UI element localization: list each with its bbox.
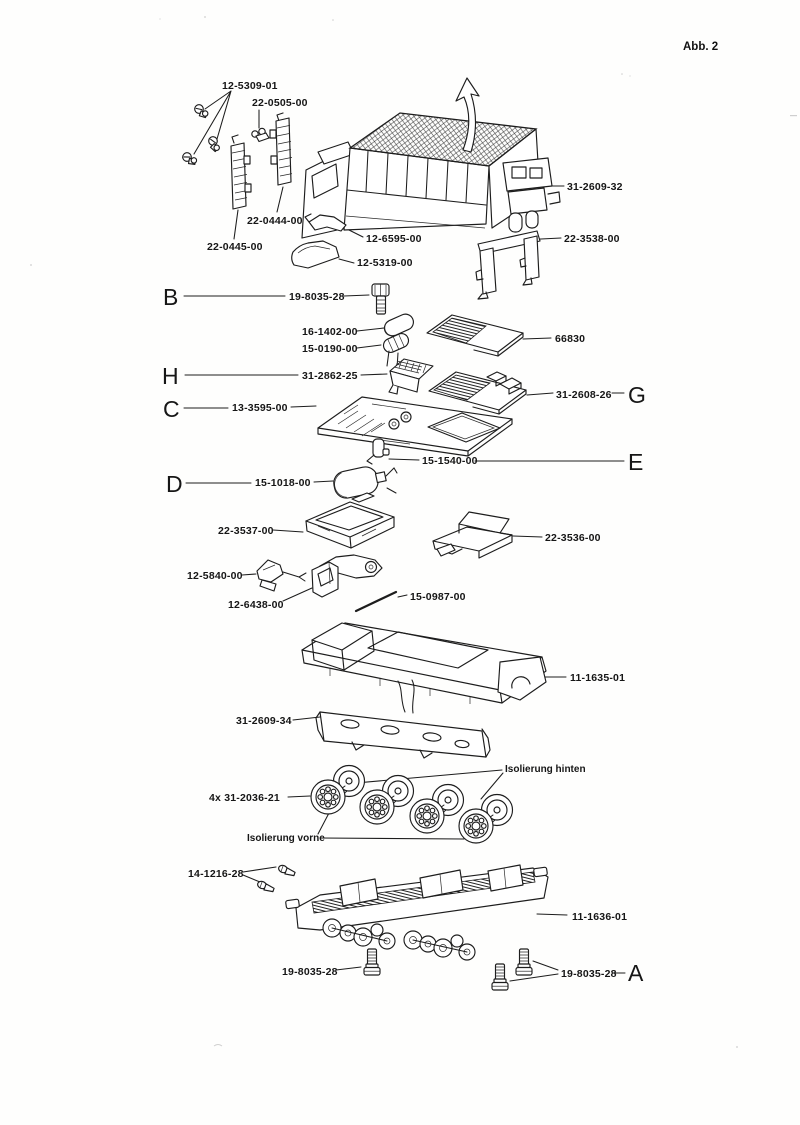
mount-bracket-art [433,512,512,558]
pivot-screws-art [256,864,296,893]
label-contact-strip-left: 22-0445-00 [207,241,263,253]
label-body-shell: 31-2609-32 [567,181,623,193]
label-wheelsets: 4x 31-2036-21 [209,792,280,804]
contact-strip-right-art [270,113,292,185]
annotation-insulation-rear: Isolierung hinten [505,764,586,775]
callout-e: E [628,449,644,475]
rear-bracket-art [476,231,540,299]
label-mount-tray: 22-3537-00 [218,525,274,537]
callout-b: B [163,284,179,310]
label-motor: 15-1018-00 [255,477,311,489]
step-bracket-art [292,241,339,268]
label-frame-upper: 11-1635-01 [570,672,626,684]
switch-slide-art [257,560,306,591]
label-step-bracket: 12-5319-00 [357,257,413,269]
guide-block-art [312,555,382,597]
label-screw-top: 19-8035-28 [289,291,345,303]
label-wire-rod: 15-0987-00 [410,591,466,603]
contact-clip-art [252,128,269,141]
label-screw-bottom-right: 19-8035-28 [561,968,617,980]
callout-h: H [162,363,179,389]
label-capacitor: 16-1402-00 [302,326,358,338]
label-interface-board: 31-2608-26 [556,389,612,401]
label-screw-bottom-left: 19-8035-28 [282,966,338,978]
lower-frame-art [286,865,548,960]
label-spring-clip: 12-6595-00 [366,233,422,245]
clip-screws-art [181,103,221,168]
label-contact-strip-right: 22-0444-00 [247,215,303,227]
upper-frame-art [302,623,546,704]
label-contact-pin: 15-1540-00 [422,455,478,467]
label-mount-bracket: 22-3536-00 [545,532,601,544]
callout-d: D [166,471,183,497]
wire-rod-art [356,592,396,611]
body-shell-art [302,78,540,238]
callout-g: G [628,382,646,408]
callout-c: C [163,396,180,422]
label-pivot-screws: 14-1216-28 [188,868,244,880]
label-rear-bracket: 22-3538-00 [564,233,620,245]
side-bracket-art [503,158,560,232]
annotation-insulation-front: Isolierung vorne [247,833,325,844]
label-choke: 15-0190-00 [302,343,358,355]
label-clip-screws: 12-5309-01 [222,80,278,92]
callout-a: A [628,960,644,986]
wheelsets-art [311,766,513,844]
label-base-plate: 13-3595-00 [232,402,288,414]
screw-top-art [372,284,389,314]
label-contact-clip: 22-0505-00 [252,97,308,109]
decoder-board-art [427,315,523,356]
connector-art [389,359,433,394]
label-base-strip: 31-2609-34 [236,715,292,727]
figure-caption: Abb. 2 [683,41,719,53]
label-connector: 31-2862-25 [302,370,358,382]
label-frame-lower: 11-1636-01 [572,911,628,923]
contact-strip-left-art [231,135,251,209]
mount-tray-art [306,493,394,548]
interface-board-art [429,372,526,414]
contact-pin-art [367,439,389,464]
label-switch-slide: 12-5840-00 [187,570,243,582]
label-guide-block: 12-6438-00 [228,599,284,611]
label-decoder: 66830 [555,333,586,345]
base-strip-art [316,680,490,758]
